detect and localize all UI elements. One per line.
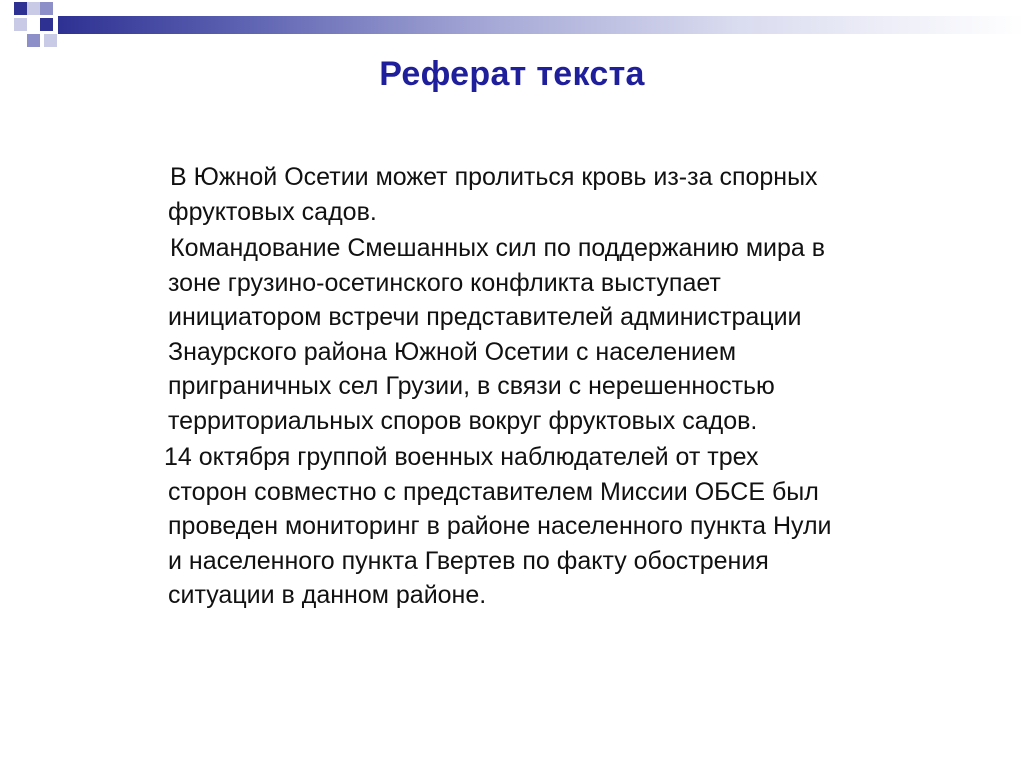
decor-square: [44, 34, 57, 47]
paragraph-3: [164, 440, 938, 613]
text-line: территориальных споров вокруг фруктовых садов.: [168, 406, 758, 435]
decorative-header-band: [0, 0, 1024, 50]
text-line: Командование Смешанных сил по поддержанию мира в: [170, 234, 826, 262]
text-line: приграничных сел Грузии, в связи с нерешенностью: [168, 372, 775, 400]
text-line: зоне грузино-осетинского конфликта выступает: [168, 268, 721, 297]
decor-square: [40, 2, 53, 15]
decor-square: [14, 18, 27, 31]
paragraph-1: [168, 160, 938, 229]
text-line: 14 октября группой военных наблюдателей от трех: [164, 443, 759, 471]
gradient-bar: [58, 16, 1024, 34]
paragraph-2: [168, 231, 938, 438]
text-line: фруктовых садов.: [168, 197, 377, 226]
text-line: проведен мониторинг в районе населенного пункта Нули: [168, 512, 832, 540]
text-line: Знаурского района Южной Осетии с населением: [168, 337, 737, 366]
slide-title: Реферат текста: [379, 55, 645, 93]
decor-square: [14, 2, 27, 15]
text-line: ситуации в данном районе.: [168, 581, 487, 609]
text-line: сторон совместно с представителем Миссии ОБСЕ был: [168, 477, 819, 506]
text-line: инициатором встречи представителей администрации: [168, 303, 802, 331]
text-line: В Южной Осетии может пролиться кровь из-за спорных: [170, 163, 818, 191]
text-line: и населенного пункта Гвертев по факту обострения: [168, 546, 769, 575]
decor-square: [40, 18, 53, 31]
decor-square: [27, 2, 40, 15]
decor-square: [27, 34, 40, 47]
slide-body: [164, 160, 938, 615]
